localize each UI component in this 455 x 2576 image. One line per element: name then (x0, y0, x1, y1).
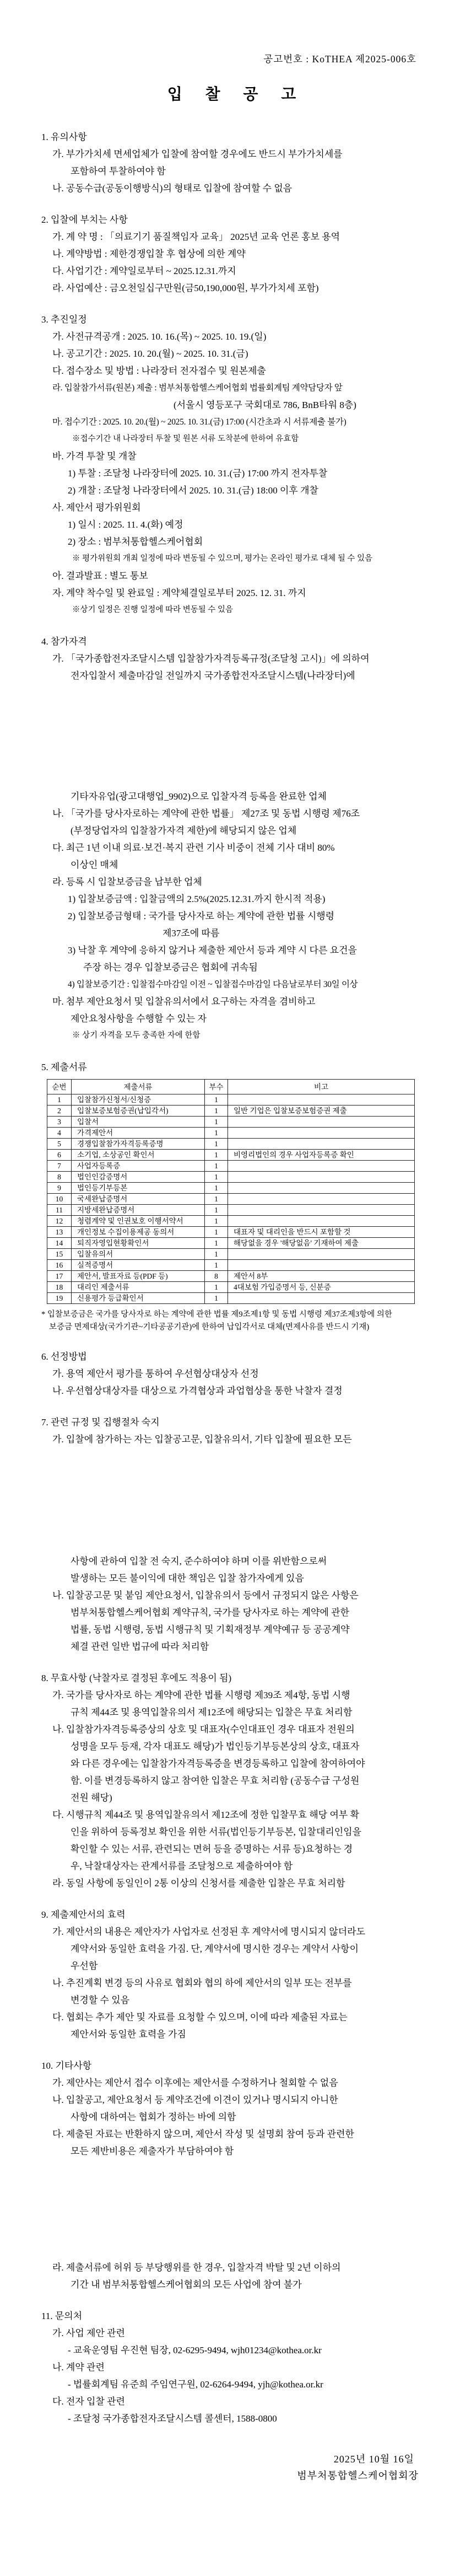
notice-number: 공고번호 : KoTHEA 제2025-006호 (263, 53, 416, 65)
table-row (47, 1161, 415, 1172)
doc-line: 주장 하는 경우 입찰보증금은 협회에 귀속됨 (83, 962, 258, 973)
table-cell: 소기업, 소상공인 확인서 (72, 1150, 205, 1161)
doc-line: ※상기 일정은 진행 일정에 따라 변동될 수 있음 (72, 605, 233, 614)
table-cell: 1 (205, 1105, 228, 1117)
table-row (47, 1172, 415, 1183)
doc-line: 제37조에 따름 (162, 928, 220, 938)
table-cell: 경쟁입찰참가자격등록증명 (72, 1139, 205, 1150)
table-cell: 6 (47, 1150, 72, 1161)
table-cell (228, 1172, 415, 1183)
doc-line: 가. 사전규격공개 : 2025. 10. 16.(목) ~ 2025. 10. 19.(일) (52, 331, 267, 342)
table-cell: 17 (47, 1271, 72, 1282)
doc-line: 다. 최근 1년 이내 의료·보건·복지 관련 기사 비중이 전체 기사 대비 80% (52, 842, 335, 853)
doc-line: 라. 사업예산 : 금오천일십구만원(금50,190,000원, 부가가치세 포함) (52, 283, 319, 293)
table-cell: 1 (205, 1150, 228, 1161)
doc-line: 나. 입찰참가자격등록증상의 상호 및 대표자(수인대표인 경우 대표자 전원의 (52, 1724, 355, 1735)
table-cell: 1 (205, 1139, 228, 1150)
doc-line: 자. 계약 착수일 및 완료일 : 계약체결일로부터 2025. 12. 31. 까지 (52, 588, 306, 598)
table-cell: 9 (47, 1183, 72, 1194)
table-cell: 1 (205, 1117, 228, 1128)
doc-line: 2) 장소 : 범부처통합헬스케어협회 (68, 536, 203, 547)
doc-line: 우, 낙찰대상자는 관계서류를 조달청으로 제출하여야 함 (71, 1861, 293, 1871)
doc-line: 인을 위하여 등록정보 확인을 위한 서류(법인등기부등본, 입찰대리인임을 (71, 1827, 362, 1837)
doc-line: 다. 사업기간 : 계약일로부터 ~ 2025.12.31.까지 (52, 266, 236, 276)
doc-line: 아. 결과발표 : 별도 통보 (52, 571, 148, 581)
doc-line: 규칙 제44조 및 용역입찰유의서 제12조에 해당되는 입찰은 무효 처리함 (71, 1707, 353, 1718)
doc-line: 가. 계 약 명 : 「의료기기 품질책임자 교육」 2025년 교육 언론 홍보 용역 (52, 232, 340, 242)
doc-line: 기간 내 범부처통합헬스케어협회의 모든 사업에 참여 불가 (71, 2279, 302, 2290)
doc-line: 가. 입찰에 참가하는 자는 입찰공고문, 입찰유의서, 기타 입찰에 필요한 모든 (52, 1434, 352, 1445)
table-row (47, 1282, 415, 1293)
table-cell (228, 1194, 415, 1205)
doc-line: 1) 일시 : 2025. 11. 4.(화) 예정 (68, 519, 183, 530)
table-cell: 입찰유의서 (72, 1249, 205, 1260)
table-row (47, 1293, 415, 1304)
doc-line: 범부처통합헬스케어협회 계약규칙, 국가를 당사자로 하는 계약에 관한 (71, 1607, 349, 1618)
doc-line: 1) 입찰보증금액 : 입찰금액의 2.5%(2025.12.31.까지 한시적 적용) (68, 894, 326, 904)
table-cell: 4대보험 가입증명서 등, 신분증 (228, 1282, 415, 1293)
doc-line: 나. 계약방법 : 제한경쟁입찰 후 협상에 의한 계약 (52, 249, 246, 259)
table-cell: 4 (47, 1128, 72, 1139)
table-cell: 8 (205, 1271, 228, 1282)
table-row (47, 1238, 415, 1249)
table-cell: 가격제안서 (72, 1128, 205, 1139)
table-cell: 8 (47, 1172, 72, 1183)
table-cell: 개인정보 수집이용제공 동의서 (72, 1227, 205, 1238)
table-cell: 1 (205, 1161, 228, 1172)
doc-line: 나. 계약 관련 (52, 2362, 105, 2373)
table-cell (228, 1094, 415, 1105)
table-cell (228, 1183, 415, 1194)
table-row (47, 1194, 415, 1205)
section-heading: 4. 참가자격 (41, 636, 87, 647)
issue-date: 2025년 10월 16일 (333, 2454, 414, 2465)
table-row (47, 1227, 415, 1238)
doc-line: 바. 가격 투찰 및 개찰 (52, 451, 137, 461)
table-cell: 지방세완납증명서 (72, 1205, 205, 1216)
doc-line: 보증금 면제대상(국가기관~기타공공기관)에 한하여 납입각서로 대체(면제사유를 반드시 기재) (49, 1323, 370, 1332)
doc-line: 법률, 동법 시행령, 동법 시행규칙 및 기획재정부 계약예규 등 공공계약 (71, 1624, 350, 1635)
doc-line: 2) 개찰 : 조달청 나라장터에서 2025. 10. 31.(금) 18:00 이후 개찰 (68, 485, 318, 496)
doc-line: 와 다른 경우에는 입찰참가자격등록증을 변경등록하고 입찰에 참여하여야 (71, 1758, 365, 1769)
table-cell: 1 (205, 1260, 228, 1271)
table-cell (228, 1260, 415, 1271)
table-cell: 19 (47, 1293, 72, 1304)
doc-line: 확인할 수 있는 서류, 관련되는 면허 등을 증명하는 서류 등)요청하는 경 (71, 1844, 353, 1854)
doc-line: 사항에 관하여 입찰 전 숙지, 준수하여야 하며 이를 위반함으로써 (71, 1556, 327, 1566)
table-cell: 16 (47, 1260, 72, 1271)
submission-documents-table (47, 1079, 415, 1304)
table-header-cell: 부수 (205, 1080, 228, 1094)
doc-line: 나. 공동수급(공동이행방식)의 형태로 입찰에 참여할 수 없음 (52, 183, 292, 194)
doc-line: 가. 부가가치세 면세업체가 입찰에 참여할 경우에도 반드시 부가가치세를 (52, 149, 343, 159)
doc-line: 라. 입찰참가서류(원본) 제출 : 범부처통합헬스케어협회 법률회계팀 계약담당자 앞 (52, 383, 343, 393)
doc-line: 나. 입찰공고, 제안요청서 등 계약조건에 이견이 있거나 명시되지 아니한 (52, 2095, 338, 2105)
doc-line: 나. 「국가를 당사자로하는 계약에 관한 법률」 제27조 및 동법 시행령 제76조 (52, 808, 360, 819)
table-cell: 법인인감증명서 (72, 1172, 205, 1183)
doc-line: - 조달청 국가종합전자조달시스템 콜센터, 1588-0800 (68, 2413, 277, 2424)
table-cell: 1 (205, 1094, 228, 1105)
section-heading: 9. 제출제안서의 효력 (41, 1909, 126, 1920)
table-row (47, 1128, 415, 1139)
table-cell (228, 1161, 415, 1172)
doc-line: 다. 전자 입찰 관련 (52, 2396, 125, 2407)
table-cell: 법인등기부등본 (72, 1183, 205, 1194)
doc-line: 체결 관련 일반 법규에 따라 처리함 (71, 1641, 209, 1652)
table-cell: 1 (205, 1194, 228, 1205)
table-cell: 해당없을 경우 '해당없음' 기재하여 제출 (228, 1238, 415, 1249)
doc-line: 마. 첨부 제안요청서 및 입찰유의서에서 요구하는 자격을 겸비하고 (52, 996, 316, 1007)
doc-line: 나. 공고기간 : 2025. 10. 20.(월) ~ 2025. 10. 31.(금) (52, 348, 248, 359)
table-cell: 입찰참가신청서/신청증 (72, 1094, 205, 1105)
section-heading: 5. 제출서류 (41, 1062, 87, 1072)
table-cell: 청렴계약 및 인권보호 이행서약서 (72, 1216, 205, 1227)
table-cell (228, 1139, 415, 1150)
document-body-bottom (41, 1308, 422, 2427)
doc-line: 라. 등록 시 입찰보증금을 납부한 업체 (52, 877, 202, 887)
table-cell: 비영리법인의 경우 사업자등록증 확인 (228, 1150, 415, 1161)
table-row (47, 1271, 415, 1282)
table-row (47, 1105, 415, 1117)
doc-line: 4) 입찰보증기간 : 입찰접수마감일 이전 ~ 입찰접수마감일 다음날로부터 30일 이상 (68, 980, 358, 989)
table-cell: 사업자등록증 (72, 1161, 205, 1172)
table-cell: 13 (47, 1227, 72, 1238)
table-row (47, 1139, 415, 1150)
doc-line: 발생하는 모든 불이익에 대한 책임은 입찰 참가자에게 있음 (71, 1573, 304, 1584)
table-row (47, 1205, 415, 1216)
doc-line: 다. 접수장소 및 방법 : 나라장터 전자접수 및 원본제출 (52, 366, 266, 376)
doc-line: 함. 이를 변경등록하지 않고 참여한 입찰은 무효 처리함 (공동수급 구성원 (71, 1775, 360, 1786)
table-cell: 3 (47, 1117, 72, 1128)
table-cell (228, 1128, 415, 1139)
doc-line: 가. 용역 제안서 평가를 통하여 우선협상대상자 선정 (52, 1368, 259, 1379)
table-cell: 7 (47, 1161, 72, 1172)
table-cell: 5 (47, 1139, 72, 1150)
doc-line: 1) 투찰 : 조달청 나라장터에 2025. 10. 31.(금) 17:00 까지 전자투찰 (68, 468, 328, 479)
table-header-cell: 비고 (228, 1080, 415, 1094)
table-cell: 10 (47, 1194, 72, 1205)
document-body-top (41, 128, 422, 1076)
section-heading: 6. 선정방법 (41, 1351, 87, 1362)
table-cell: 일반 기업은 입찰보증보험증권 제출 (228, 1105, 415, 1117)
doc-line: 이상인 매체 (71, 860, 118, 870)
table-cell: 퇴직자영입현황확인서 (72, 1238, 205, 1249)
section-heading: 1. 유의사항 (41, 132, 87, 142)
doc-line: 사항에 대하여는 협회가 정하는 바에 의함 (71, 2112, 236, 2122)
doc-line: 가. 「국가종합전자조달시스템 입찰참가자격등록규정(조달청 고시)」에 의하여 (52, 653, 370, 664)
doc-line: * 입찰보증금은 국가를 당사자로 하는 계약에 관한 법률 제9조제1항 및 동법 시행령 제37조제3항에 의한 (41, 1310, 392, 1319)
table-header-cell: 제출서류 (72, 1080, 205, 1094)
doc-line: 제안요청사항을 수행할 수 있는 자 (71, 1013, 207, 1024)
doc-line: 성명을 모두 등재, 각자 대표도 해당)가 법인등기부등본상의 상호, 대표자 (71, 1741, 360, 1752)
doc-line: 모든 제반비용은 제출자가 부담하여야 함 (71, 2146, 234, 2156)
table-cell: 1 (205, 1172, 228, 1183)
table-row (47, 1260, 415, 1271)
doc-line: 나. 추진계획 변경 등의 사유로 협회와 협의 하에 제안서의 일부 또는 전부를 (52, 1978, 352, 1988)
table-row (47, 1117, 415, 1128)
doc-line: 나. 우선협상대상자를 대상으로 가격협상과 과업협상을 통한 낙찰자 결정 (52, 1386, 343, 1396)
doc-line: 라. 동일 사항에 동일인이 2통 이상의 신청서를 제출한 입찰은 무효 처리함 (52, 1878, 345, 1888)
doc-line: 제안서와 동일한 효력을 가짐 (71, 2029, 186, 2040)
table-cell (228, 1216, 415, 1227)
table-cell: 12 (47, 1216, 72, 1227)
doc-line: 계약서와 동일한 효력을 가짐. 단, 계약서에 명시한 경우는 계약서 사항이 (71, 1944, 359, 1954)
table-cell (228, 1205, 415, 1216)
section-heading: 3. 추진일정 (41, 314, 87, 325)
table-cell (228, 1117, 415, 1128)
doc-line: (서울시 영등포구 국회대로 786, BnB타워 8층) (174, 400, 356, 410)
table-cell: 1 (205, 1216, 228, 1227)
table-cell: 입찰서 (72, 1117, 205, 1128)
table-cell: 1 (205, 1205, 228, 1216)
table-cell: 1 (205, 1183, 228, 1194)
doc-line: - 법률회계팀 유준희 주임연구원, 02-6264-9494, yjh@kothea.or.kr (68, 2379, 323, 2390)
doc-line: 전원 해당) (71, 1793, 112, 1803)
table-cell: 1 (47, 1094, 72, 1105)
doc-line: 라. 제출서류에 허위 등 부당행위를 한 경우, 입찰자격 박탈 및 2년 이하의 (52, 2262, 341, 2273)
table-cell: 15 (47, 1249, 72, 1260)
table-cell: 국세완납증명서 (72, 1194, 205, 1205)
doc-line: ※ 평가위원회 개최 일정에 따라 변동될 수 있으며, 평가는 온라인 평가로 대체 될 수 있음 (72, 554, 373, 563)
doc-line: 다. 제출된 자료는 반환하지 않으며, 제안서 작성 및 설명회 참여 등과 관련한 (52, 2129, 354, 2139)
section-heading: 7. 관련 규정 및 집행절차 숙지 (41, 1417, 160, 1427)
table-cell: 제안서 8부 (228, 1271, 415, 1282)
doc-line: 3) 낙찰 후 계약에 응하지 않거나 제출한 제안서 등과 계약 시 다른 요건을 (68, 945, 357, 956)
doc-line: 가. 국가를 당사자로 하는 계약에 관한 법률 시행령 제39조 제4항, 동법 시행 (52, 1690, 350, 1700)
section-heading: 2. 입찰에 부치는 사항 (41, 214, 128, 225)
doc-line: ※접수기간 내 나라장터 투찰 및 원본 서류 도착분에 한하여 유효함 (72, 434, 299, 443)
section-heading: 8. 무효사항 (낙찰자로 결정된 후에도 적용이 됨) (41, 1673, 232, 1683)
section-heading: 11. 문의처 (41, 2311, 83, 2321)
table-cell: 2 (47, 1105, 72, 1117)
doc-line: 다. 시행규칙 제44조 및 용역입찰유의서 제12조에 정한 입찰무효 해당 여부 확 (52, 1810, 359, 1820)
page-break-gap (41, 684, 422, 788)
table-cell: 1 (205, 1249, 228, 1260)
doc-line: ※ 상기 자격을 모두 충족한 자에 한함 (72, 1031, 201, 1040)
doc-line: 포함하여 투찰하여야 함 (71, 166, 166, 176)
doc-line: 2) 입찰보증금형태 : 국가를 당사자로 하는 계약에 관한 법률 시행령 (68, 911, 335, 921)
doc-line: 기타자유업(광고대행업_9902)으로 입찰자격 등록을 완료한 업체 (71, 791, 327, 802)
doc-line: 다. 협회는 추가 제안 및 자료를 요청할 수 있으며, 이에 따라 제출된 자료는 (52, 2012, 348, 2022)
doc-line: 전자입찰서 제출마감일 전일까지 국가종합전자조달시스템(나라장터)에 (71, 670, 355, 681)
doc-line: 사. 제안서 평가위원회 (52, 502, 141, 513)
table-header-cell: 순번 (47, 1080, 72, 1094)
table-row (47, 1216, 415, 1227)
table-cell (228, 1249, 415, 1260)
table-cell: 14 (47, 1238, 72, 1249)
issuer-signature: 범부처통합헬스케어협회장 (297, 2470, 419, 2481)
page-title: 입 찰 공 고 (167, 85, 306, 103)
table-cell: 대표자 및 대리인을 반드시 포함할 것 (228, 1227, 415, 1238)
table-cell: 제안서, 발표자료 등(PDF 등) (72, 1271, 205, 1282)
table-cell: 1 (205, 1293, 228, 1304)
table-cell: 1 (205, 1282, 228, 1293)
section-heading: 10. 기타사항 (41, 2060, 92, 2071)
table-row (47, 1094, 415, 1105)
doc-line: 변경할 수 있음 (71, 1995, 130, 2005)
doc-line: 가. 제안서의 내용은 제안자가 사업자로 선정된 후 계약서에 명시되지 않더라도 (52, 1926, 366, 1937)
doc-line: 우선함 (71, 1961, 98, 1971)
doc-line: 가. 제안사는 제안서 접수 이후에는 제안서를 수정하거나 철회할 수 없음 (52, 2078, 338, 2088)
table-cell: 1 (205, 1227, 228, 1238)
doc-line: 나. 입찰공고문 및 붙임 제안요청서, 입찰유의서 등에서 규정되지 않은 사항은 (52, 1590, 359, 1601)
doc-line: 마. 접수기간 : 2025. 10. 20.(월) ~ 2025. 10. 31.(금) 17:00 (시간초과 시 서류제출 불가) (52, 417, 346, 427)
table-cell: 신용평가 등급확인서 (72, 1293, 205, 1304)
table-cell: 실적증명서 (72, 1260, 205, 1271)
page-break-gap (41, 2160, 422, 2259)
doc-line: 가. 사업 제안 관련 (52, 2328, 125, 2338)
doc-line: (부정당업자의 입찰참가자격 제한)에 해당되지 않은 업체 (71, 825, 297, 836)
table-cell: 11 (47, 1205, 72, 1216)
table-cell: 대리인 제출서류 (72, 1282, 205, 1293)
table-cell: 1 (205, 1128, 228, 1139)
table-header (47, 1080, 415, 1094)
table-cell: 입찰보증보험증권(납입각서) (72, 1105, 205, 1117)
table-row (47, 1249, 415, 1260)
table-row (47, 1150, 415, 1161)
table-cell (228, 1293, 415, 1304)
table-cell: 18 (47, 1282, 72, 1293)
doc-line: - 교육운영팀 우진현 팀장, 02-6295-9494, wjh01234@kothea.or.kr (68, 2345, 322, 2355)
page-break-gap (41, 1448, 422, 1553)
table-row (47, 1183, 415, 1194)
table-cell: 1 (205, 1238, 228, 1249)
